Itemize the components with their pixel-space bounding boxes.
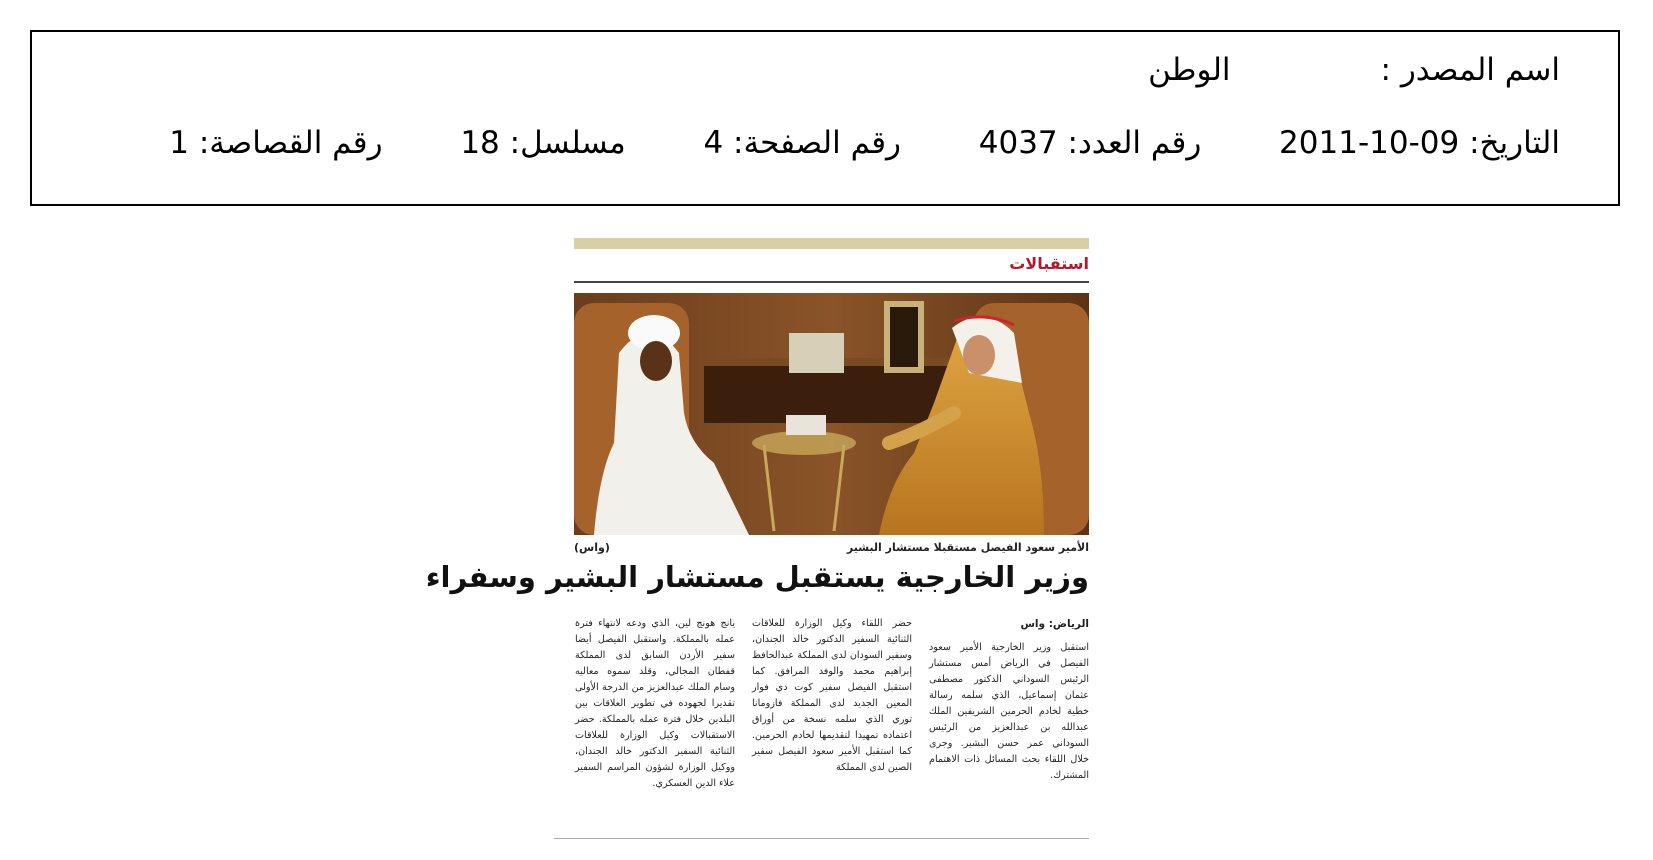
article-body (574, 616, 1089, 831)
photo-credit: (واس) (574, 541, 610, 554)
column-1-text: استقبل وزير الخارجية الأمير سعود الفيصل في الرياض أمس مستشار الرئيس السوداني الدكتور مصطفى عثمان إسماعيل، الذي سلمه رسالة خطية لخادم الحرمين الشريفين الملك عبدالله بن عبدالعزيز من الرئيس السوداني عمر حسن البشير. وجرى خلال اللقاء بحث المسائل ذات الاهتمام المشترك. (929, 642, 1089, 781)
section-divider (574, 281, 1089, 283)
top-color-bar (574, 238, 1089, 249)
newspaper-clipping (425, 238, 1094, 843)
dateline: الرياض: واس (1020, 618, 1089, 630)
source-row (1148, 52, 1560, 88)
meta-row (169, 125, 1560, 161)
article-column-2 (752, 616, 912, 776)
photo-caption (574, 541, 1089, 554)
caption-text: الأمير سعود الفيصل مستقبلا مستشار البشير (846, 541, 1089, 554)
issue-value: 4037 (978, 125, 1058, 161)
section-label: استقبالات (1009, 254, 1089, 273)
serial-label: مسلسل: (509, 125, 626, 161)
article-photo (574, 293, 1089, 535)
date-label: التاريخ: (1469, 125, 1560, 161)
meeting-photo-illustration (574, 293, 1089, 535)
article-headline: وزير الخارجية يستقبل مستشار البشير وسفراء (425, 560, 1089, 594)
serial-value: 18 (460, 125, 500, 161)
bottom-rule (554, 838, 1089, 839)
issue-label: رقم العدد: (1067, 125, 1202, 161)
article-column-1 (929, 616, 1089, 784)
column-2-text: حضر اللقاء وكيل الوزارة للعلاقات الثنائية السفير الدكتور خالد الجندان، وسفير السودان لدى المملكة عبدالحافظ إبراهيم محمد والوفد المرافق. كما استقبل الفيصل سفير كوت دي فوار المعين الجديد لدى المملكة فازومانا توري الذي سلمه نسخة من أوراق اعتماده تمهيدا لتقديمها لخادم الحرمين. كما استقبل الأمير سعود الفيصل سفير الصين لدى المملكة (752, 618, 912, 773)
article-column-3 (575, 616, 735, 792)
page-label: رقم الصفحة: (733, 125, 902, 161)
clip-value: 1 (169, 125, 189, 161)
clipping-header (30, 30, 1620, 206)
source-value: الوطن (1148, 52, 1231, 88)
clip-label: رقم القصاصة: (198, 125, 383, 161)
source-label: اسم المصدر : (1380, 52, 1560, 88)
page-value: 4 (703, 125, 724, 161)
column-3-text: يانج هونج لين، الذي ودعه لانتهاء فترة عمله بالمملكة. واستقبل الفيصل أيضا سفير الأردن السابق لدى المملكة قفطان المجالي، وقلد سموه معاليه وسام الملك عبدالعزيز من الدرجة الأولى تقديرا لجهوده في تطوير العلاقات بين البلدين خلال فترة عمله بالمملكة. حضر الاستقبالات وكيل الوزارة للعلاقات الثنائية السفير الدكتور خالد الجندان، ووكيل الوزارة لشؤون المراسم السفير علاء الدين العسكري. (575, 618, 735, 789)
date-value: 2011-10-09 (1279, 125, 1460, 161)
